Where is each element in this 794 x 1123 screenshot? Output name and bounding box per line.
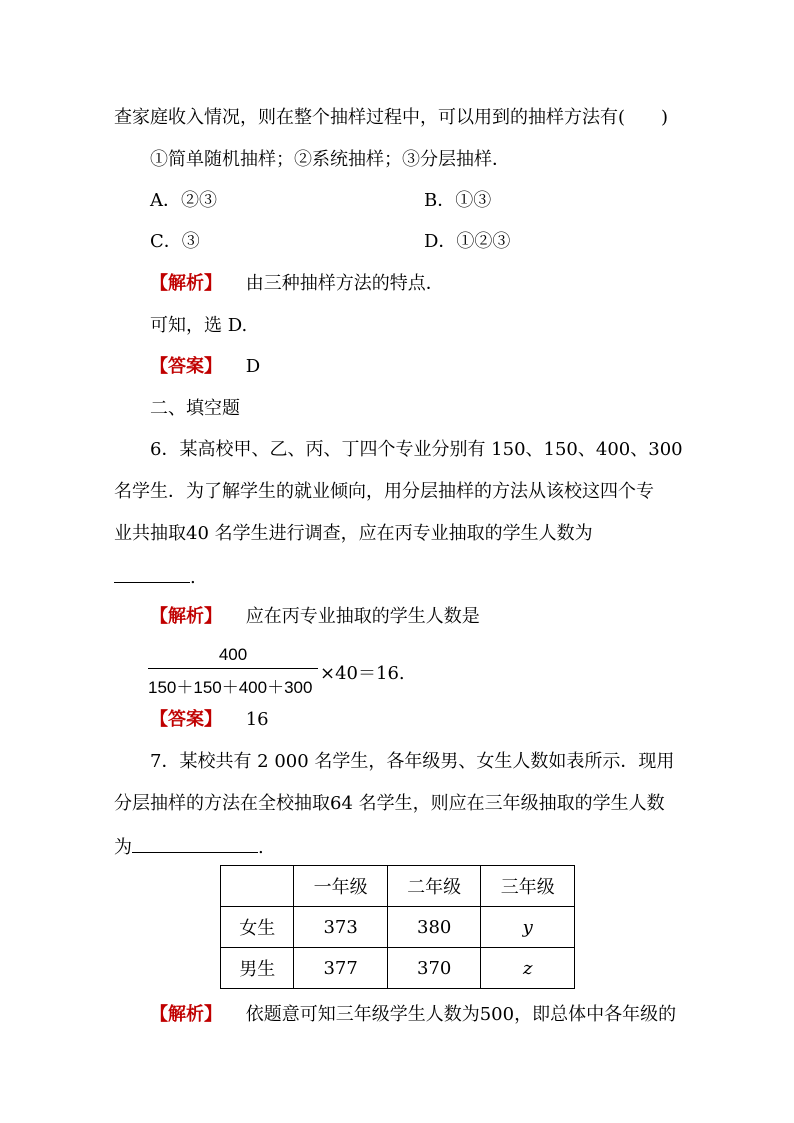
q7-analysis <box>150 1003 676 1027</box>
table-header-cell: 一年级 <box>294 866 388 907</box>
answer-blank[interactable] <box>132 834 258 853</box>
fraction-bar <box>148 668 318 669</box>
q6-line-3: 业共抽取40 名学生进行调查，应在丙专业抽取的学生人数为 <box>114 523 593 544</box>
table-row <box>221 907 575 948</box>
table-cell: 373 <box>294 907 388 948</box>
table-cell: 380 <box>387 907 481 948</box>
analysis-tag: 【解析】 <box>150 273 222 294</box>
q5-option-d[interactable]: D．①②③ <box>424 231 511 252</box>
answer-tag: 【答案】 <box>150 709 222 730</box>
table-cell: 370 <box>387 948 481 989</box>
section-title: 二、填空题 <box>150 398 240 419</box>
table-cell: 男生 <box>221 948 294 989</box>
q5-analysis <box>150 272 444 296</box>
table-row <box>221 948 575 989</box>
q6-line-1: 6．某高校甲、乙、丙、丁四个专业分别有 150、150、400、300 <box>150 439 683 460</box>
q6-answer-value: 16 <box>245 709 269 730</box>
table-header-cell <box>221 866 294 907</box>
q7-line-1: 7．某校共有 2 000 名学生，各年级男、女生人数如表所示．现用 <box>150 751 675 772</box>
q6-fraction <box>148 645 418 695</box>
q7-blank-end: . <box>258 837 264 858</box>
table-header-cell: 二年级 <box>387 866 481 907</box>
q6-blank-end: . <box>190 567 196 588</box>
q6-analysis <box>150 605 480 629</box>
table-cell: 377 <box>294 948 388 989</box>
q5-stem-continuation: 查家庭收入情况，则在整个抽样过程中，可以用到的抽样方法有( ) <box>114 107 669 128</box>
q5-answer-value: D <box>245 356 261 377</box>
q7-line-2: 分层抽样的方法在全校抽取64 名学生，则应在三年级抽取的学生人数 <box>114 793 665 814</box>
table-cell: 女生 <box>221 907 294 948</box>
fraction-tail: ×40＝16. <box>320 663 405 684</box>
analysis-tag: 【解析】 <box>150 1004 222 1025</box>
q6-answer-line <box>114 564 196 590</box>
q7-analysis-text: 依题意可知三年级学生人数为500，即总体中各年级的 <box>245 1004 677 1025</box>
grade-table <box>220 865 575 989</box>
q5-answer <box>150 355 260 379</box>
q5-analysis-text: 由三种抽样方法的特点． <box>245 273 444 294</box>
q7-line-3 <box>114 834 264 860</box>
answer-tag: 【答案】 <box>150 356 222 377</box>
q5-analysis-text-2: 可知，选 D. <box>150 315 248 336</box>
q5-option-a[interactable]: A．②③ <box>150 190 217 211</box>
answer-blank[interactable] <box>114 564 190 583</box>
table-cell: y <box>481 907 575 948</box>
table-header-cell: 三年级 <box>481 866 575 907</box>
fraction-denominator: 150＋150＋400＋300 <box>148 678 313 697</box>
q5-methods: ①简单随机抽样；②系统抽样；③分层抽样． <box>150 149 510 170</box>
table-cell: z <box>481 948 575 989</box>
q5-option-c[interactable]: C．③ <box>150 231 200 252</box>
table-header-row <box>221 866 575 907</box>
q7-line-3-prefix: 为 <box>114 837 132 858</box>
analysis-tag: 【解析】 <box>150 606 222 627</box>
fraction-numerator: 400 <box>218 645 248 664</box>
q6-analysis-text: 应在丙专业抽取的学生人数是 <box>245 606 480 627</box>
q6-line-2: 名学生．为了解学生的就业倾向，用分层抽样的方法从该校这四个专 <box>114 481 654 502</box>
q6-answer <box>150 708 269 732</box>
q5-option-b[interactable]: B．①③ <box>424 190 492 211</box>
